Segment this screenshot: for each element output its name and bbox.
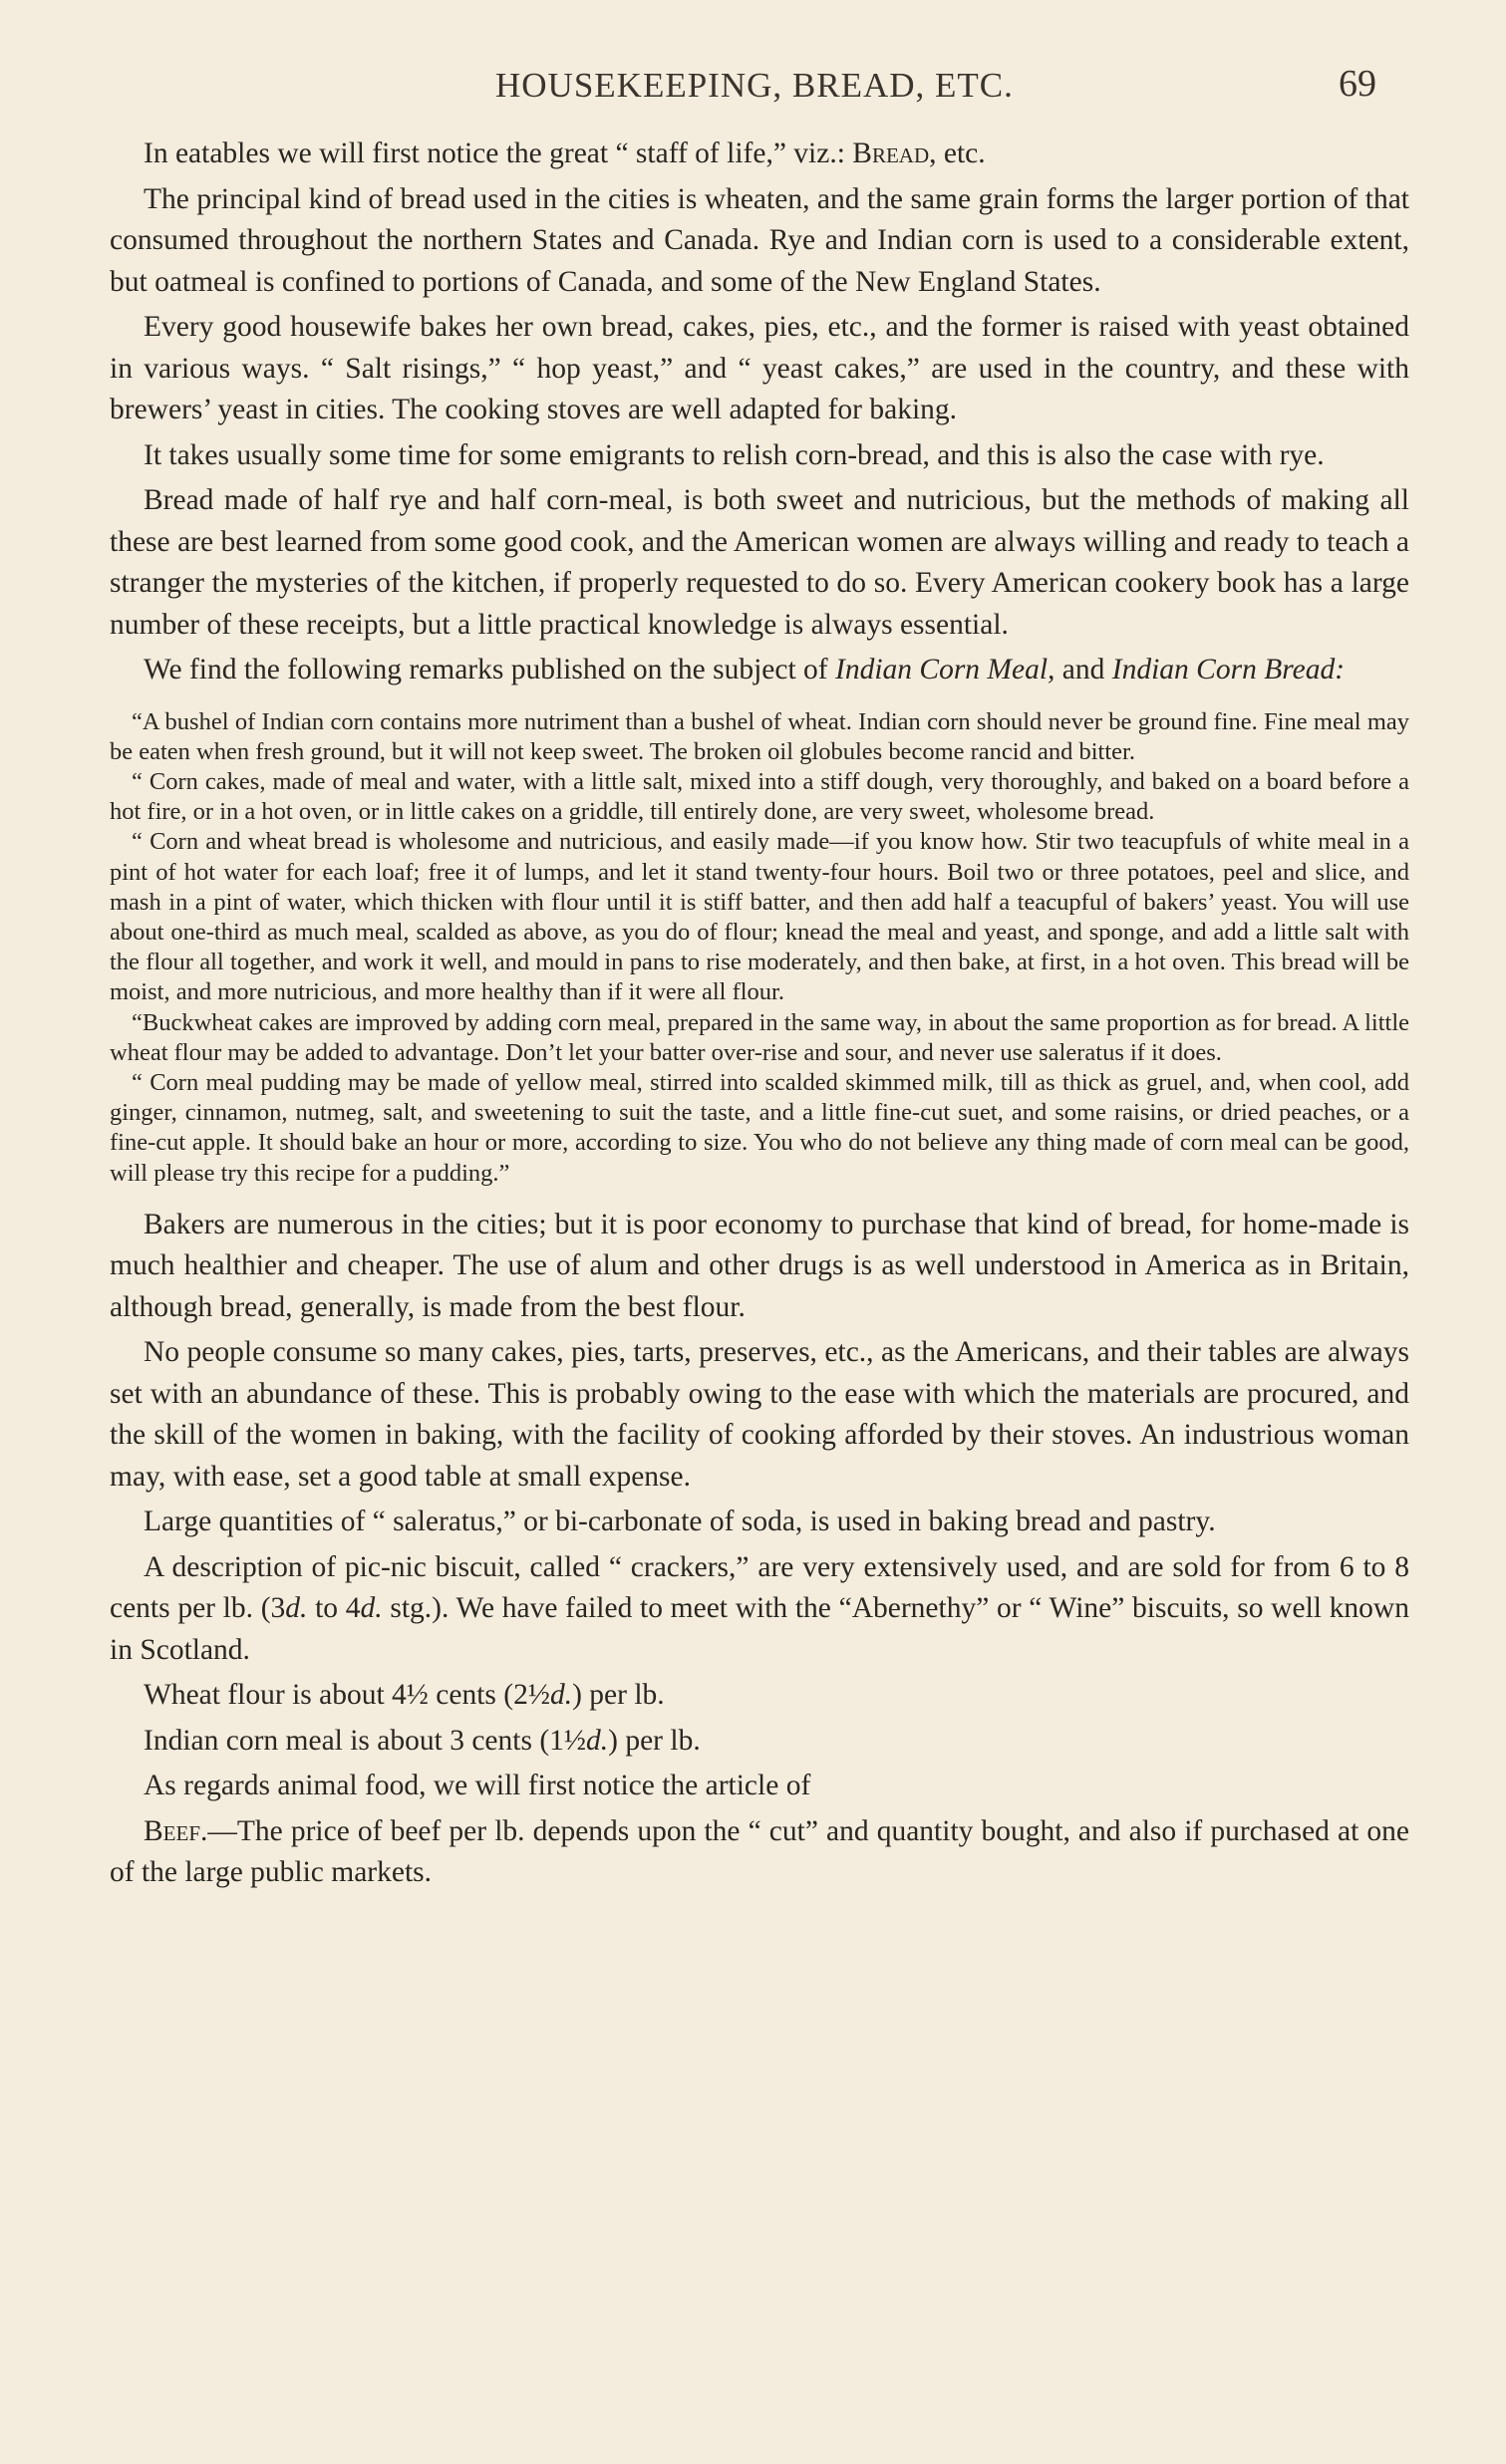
quoted-recipes: [110, 707, 1409, 1189]
page-header: [112, 62, 1406, 118]
paragraph-principal-bread: The principal kind of bread used in the cities is wheaten, and the same grain forms the larger portion of that consumed throughout the northern States and Canada. Rye and Indian corn is used to a considerable extent, but oatmeal is confined to portions of Canada, and some of the New England States.: [110, 182, 1409, 298]
paragraph-corn-bread: It takes usually some time for some emigrants to relish corn-bread, and this is also the case with rye.: [144, 438, 1325, 471]
quote-paragraph: “ Corn and wheat bread is wholesome and nutricious, and easily made—if you know how. Stir two teacupfuls of white meal in a pint of hot water for each loaf; free it of lumps, and let it stand twenty-four hours. Boil two or three potatoes, peel and slice, and mash in a pint of water, which thicken with flour until it is stiff batter, and then add half a teacupful of bakers’ yeast. You will use about one-third as much meal, scalded as above, as you do of flour; knead the meal and yeast, and sponge, and add a little salt with the flour all together, and work it well, and mould in pans to rise moderately, and then bake, at first, in a hot oven. This bread will be moist, and more nutricious, and more healthy than if it were all flour.: [110, 828, 1409, 1006]
paragraph-housewife: Every good housewife bakes her own bread, cakes, pies, etc., and the former is raised with yeast obtained in various ways. “ Salt risings,” “ hop yeast,” and “ yeast cakes,” are used in the country, and these with brewers’ yeast in cities. The cooking stoves are well adapted for baking.: [110, 311, 1409, 425]
paragraph-crackers: A description of pic-nic biscuit, called “ crackers,” are very extensively used, and are sold for from 6 to 8 cents per lb. (3d. to 4d. stg.). We have failed to meet with the “Abernethy” or “ Wine” biscuits, so well known in Scotland.: [110, 1550, 1409, 1666]
quote-paragraph: “A bushel of Indian corn contains more nutriment than a bushel of wheat. Indian corn should never be ground fine. Fine meal may be eaten when fresh ground, but it will not keep sweet. The broken oil globules become rancid and bitter.: [110, 707, 1409, 765]
quote-paragraph: “Buckwheat cakes are improved by adding corn meal, prepared in the same way, in about the same proportion as for bread. A little wheat flour may be added to advantage. Don’t let your batter over-rise and sour, and never use saleratus if it does.: [110, 1008, 1409, 1066]
paragraph-cakes-pies: No people consume so many cakes, pies, tarts, preserves, etc., as the Americans, and their tables are always set with an abundance of these. This is probably owing to the ease with which the materials are procured, and the skill of the women in baking, with the facility of cooking afforded by their stoves. An industrious woman may, with ease, set a good table at small expense.: [110, 1336, 1409, 1493]
paragraph-corn-meal-price: Indian corn meal is about 3 cents (1½d.) per lb.: [144, 1724, 701, 1757]
paragraph-remarks-intro: We find the following remarks published on the subject of Indian Corn Meal, and Indian Corn Bread:: [144, 654, 1346, 685]
quote-paragraph: “ Corn meal pudding may be made of yellow meal, stirred into scalded skimmed milk, till as thick as gruel, and, when cool, add ginger, cinnamon, nutmeg, salt, and sweetening to suit the taste, and a little fine-cut suet, and some raisins, or dried peaches, or a fine-cut apple. It should bake an hour or more, according to size. You who do not believe any thing made of corn meal can be good, will please try this recipe for a pudding.”: [110, 1068, 1409, 1187]
running-head: HOUSEKEEPING, BREAD, ETC.: [495, 66, 1014, 105]
paragraph-rye-bread: Bread made of half rye and half corn-meal, is both sweet and nutricious, but the methods of making all these are best learned from some good cook, and the American women are always willing and ready to teach a stranger the mysteries of the kitchen, if properly requested to do so. Every American cookery book has a large number of these receipts, but a little practical knowledge is always essential.: [110, 484, 1409, 641]
paragraph-saleratus: Large quantities of “ saleratus,” or bi-carbonate of soda, is used in baking bread and pastry.: [144, 1506, 1216, 1538]
page-number: 69: [1339, 63, 1376, 105]
paragraph-wheat-flour-price: Wheat flour is about 4½ cents (2½d.) per lb.: [144, 1679, 665, 1712]
quote-paragraph: “ Corn cakes, made of meal and water, with a little salt, mixed into a stiff dough, very thoroughly, and baked on a board before a hot fire, or in a hot oven, or in little cakes on a griddle, till entirely done, are very sweet, wholesome bread.: [110, 767, 1409, 826]
paragraph-staff-of-life: In eatables we will first notice the great “ staff of life,” viz.: Bread, etc.: [144, 137, 986, 169]
paragraph-beef: Beef.—The price of beef per lb. depends upon the “ cut” and quantity bought, and also if purchased at one of the large public markets.: [110, 1814, 1409, 1889]
page-body: [110, 134, 1409, 1898]
paragraph-animal-food: As regards animal food, we will first notice the article of: [144, 1770, 811, 1802]
paragraph-bakers: Bakers are numerous in the cities; but it is poor economy to purchase that kind of bread, for home-made is much healthier and cheaper. The use of alum and other drugs is as well understood in America as in Britain, although bread, generally, is made from the best flour.: [110, 1208, 1409, 1323]
